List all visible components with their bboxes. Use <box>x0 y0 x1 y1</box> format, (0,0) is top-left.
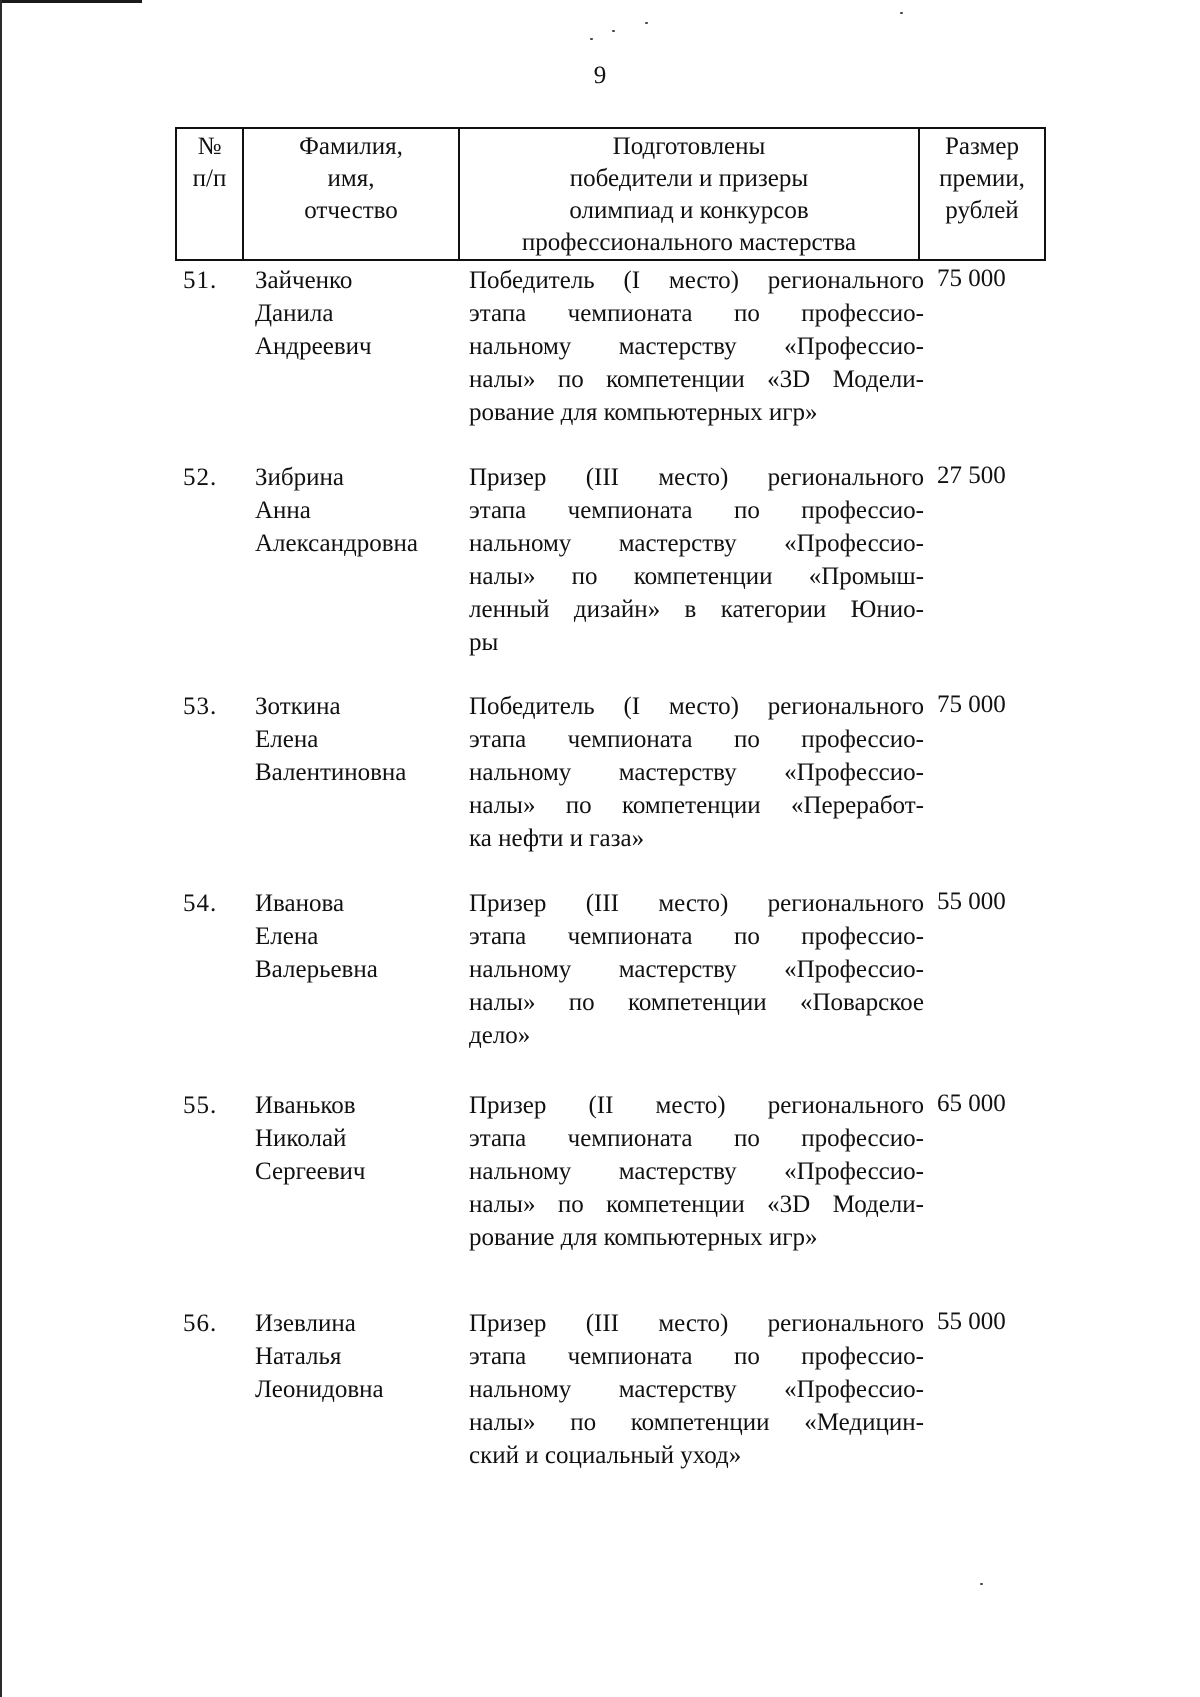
description-word: (III <box>585 464 620 491</box>
scan-speck <box>590 38 593 40</box>
page-number: 9 <box>593 62 607 89</box>
description-word: налы» <box>469 1409 536 1436</box>
description-line <box>469 1122 924 1155</box>
description-word: Модели- <box>832 1191 924 1218</box>
header-prize-cell <box>918 129 1044 259</box>
description-word: Победитель <box>469 693 595 720</box>
description-word: по <box>733 1125 760 1152</box>
description-word: компетенции <box>606 1191 745 1218</box>
person-name <box>255 1307 455 1406</box>
name-line: Николай <box>255 1125 347 1152</box>
description-word: по <box>568 989 595 1016</box>
description-word: (I <box>623 693 641 720</box>
description-word: Победитель <box>469 267 595 294</box>
achievement-description <box>469 264 924 429</box>
description-line <box>469 756 924 789</box>
description-word: мастерству <box>618 956 737 983</box>
description-word: регионального <box>767 1310 924 1337</box>
scan-speck <box>645 22 648 24</box>
description-line <box>469 920 924 953</box>
description-word: место) <box>658 464 729 491</box>
scan-edge-top <box>0 0 142 3</box>
name-line: Анна <box>255 497 311 524</box>
description-line <box>469 1340 924 1373</box>
description-word: нальному <box>469 1158 572 1185</box>
prize-amount: 65 000 <box>937 1090 1006 1117</box>
description-line <box>469 1188 924 1221</box>
description-line: рование для компьютерных игр» <box>469 1224 818 1251</box>
description-line <box>469 1373 924 1406</box>
table-header <box>175 127 1046 261</box>
description-word: место) <box>658 890 729 917</box>
description-word: «Переработ- <box>790 792 924 819</box>
description-word: компетенции <box>630 1409 770 1436</box>
description-word: мастерству <box>618 1158 737 1185</box>
prize-amount: 75 000 <box>937 265 1006 292</box>
scan-speck <box>612 30 615 32</box>
description-word: компетенции <box>633 563 773 590</box>
achievement-description <box>469 1089 924 1254</box>
description-line <box>469 560 924 593</box>
description-word: нальному <box>469 333 572 360</box>
description-word: регионального <box>767 890 924 917</box>
description-word: этапа <box>469 300 527 327</box>
name-line: Зайченко <box>255 267 353 294</box>
name-line: Изевлина <box>255 1310 356 1337</box>
person-name <box>255 1089 455 1188</box>
prize-amount: 55 000 <box>937 1308 1006 1335</box>
description-word: по <box>733 923 760 950</box>
description-word: дизайн» <box>573 596 661 623</box>
description-word: профессио- <box>801 726 924 753</box>
name-line: Валентиновна <box>255 759 407 786</box>
scan-edge-left <box>0 0 2 1697</box>
row-number: 55. <box>183 1092 218 1119</box>
description-word: место) <box>668 693 739 720</box>
description-word: «Профессио- <box>784 1376 924 1403</box>
description-line <box>469 1089 924 1122</box>
name-line: Иванова <box>255 890 345 917</box>
description-word: нальному <box>469 759 572 786</box>
header-text: отчество <box>304 197 398 224</box>
description-word: регионального <box>767 267 924 294</box>
name-line: Данила <box>255 300 334 327</box>
description-word: (III <box>585 890 620 917</box>
header-text: победители и призеры <box>569 165 809 192</box>
name-line: Зоткина <box>255 693 341 720</box>
description-word: мастерству <box>618 759 737 786</box>
description-word: нальному <box>469 1376 572 1403</box>
description-line <box>469 1307 924 1340</box>
description-line <box>469 461 924 494</box>
description-line <box>469 986 924 1019</box>
description-line <box>469 723 924 756</box>
header-text: премии, <box>939 165 1025 192</box>
header-number-cell <box>177 129 242 259</box>
description-word: этапа <box>469 1343 527 1370</box>
description-line <box>469 690 924 723</box>
row-number: 51. <box>183 267 218 294</box>
description-word: регионального <box>767 464 924 491</box>
description-word: мастерству <box>618 333 737 360</box>
description-word: мастерству <box>618 1376 737 1403</box>
row-number: 53. <box>183 693 218 720</box>
description-word: «Промыш- <box>808 563 924 590</box>
description-word: регионального <box>767 1092 924 1119</box>
name-line: Зибрина <box>255 464 344 491</box>
name-line: Валерьевна <box>255 956 378 983</box>
description-word: компетенции <box>627 989 767 1016</box>
description-word: чемпионата <box>567 300 693 327</box>
description-line <box>469 1406 924 1439</box>
description-word: место) <box>668 267 739 294</box>
description-word: профессио- <box>801 923 924 950</box>
description-word: мастерству <box>618 530 737 557</box>
description-word: «Профессио- <box>784 1158 924 1185</box>
header-description-cell <box>458 129 918 259</box>
description-word: профессио- <box>801 300 924 327</box>
description-word: по <box>565 792 592 819</box>
header-text: п/п <box>192 165 227 192</box>
description-word: «Профессио- <box>784 333 924 360</box>
description-word: налы» <box>469 792 536 819</box>
description-word: Призер <box>469 1092 547 1119</box>
description-line: ский и социальный уход» <box>469 1442 742 1469</box>
description-word: по <box>733 726 760 753</box>
row-number: 54. <box>183 890 218 917</box>
name-line: Иваньков <box>255 1092 356 1119</box>
name-line: Елена <box>255 923 319 950</box>
description-word: чемпионата <box>567 1125 693 1152</box>
person-name <box>255 461 455 560</box>
description-word: этапа <box>469 497 527 524</box>
description-line <box>469 264 924 297</box>
description-word: по <box>733 1343 760 1370</box>
header-text: профессионального мастерства <box>521 229 857 256</box>
header-text: Фамилия, <box>299 133 403 160</box>
description-line: рование для компьютерных игр» <box>469 399 818 426</box>
description-word: по <box>557 366 584 393</box>
description-word: нальному <box>469 530 572 557</box>
row-number: 52. <box>183 464 218 491</box>
description-word: этапа <box>469 726 527 753</box>
prize-amount: 75 000 <box>937 691 1006 718</box>
description-word: «3D <box>767 1191 811 1218</box>
description-line <box>469 1155 924 1188</box>
name-line: Андреевич <box>255 333 372 360</box>
description-word: по <box>733 497 760 524</box>
description-word: по <box>557 1191 584 1218</box>
description-word: Призер <box>469 890 547 917</box>
description-word: по <box>733 300 760 327</box>
description-word: «Медицин- <box>804 1409 924 1436</box>
achievement-description <box>469 1307 924 1472</box>
header-text: олимпиад и конкурсов <box>569 197 809 224</box>
description-line: дело» <box>469 1022 531 1049</box>
description-word: компетенции <box>606 366 745 393</box>
description-word: профессио- <box>801 1343 924 1370</box>
prize-amount: 27 500 <box>937 462 1006 489</box>
description-word: нальному <box>469 956 572 983</box>
description-word: этапа <box>469 1125 527 1152</box>
name-line: Леонидовна <box>255 1376 384 1403</box>
description-word: место) <box>655 1092 726 1119</box>
description-line <box>469 887 924 920</box>
row-number: 56. <box>183 1310 218 1337</box>
description-word: по <box>570 1409 597 1436</box>
description-word: «Профессио- <box>784 956 924 983</box>
description-line <box>469 593 924 626</box>
description-word: налы» <box>469 563 536 590</box>
header-name-cell <box>242 129 458 259</box>
description-line <box>469 297 924 330</box>
description-word: компетенции <box>621 792 761 819</box>
description-word: (III <box>585 1310 620 1337</box>
header-text: Размер <box>945 133 1019 160</box>
description-word: профессио- <box>801 497 924 524</box>
description-word: (II <box>588 1092 614 1119</box>
description-word: «Профессио- <box>784 759 924 786</box>
description-line <box>469 527 924 560</box>
description-word: этапа <box>469 923 527 950</box>
prize-amount: 55 000 <box>937 888 1006 915</box>
description-word: Призер <box>469 464 547 491</box>
description-word: (I <box>623 267 641 294</box>
scan-speck <box>900 12 903 14</box>
header-text: Подготовлены <box>612 133 766 160</box>
name-line: Александровна <box>255 530 419 557</box>
name-line: Наталья <box>255 1343 342 1370</box>
achievement-description <box>469 461 924 659</box>
description-word: место) <box>658 1310 729 1337</box>
header-text: имя, <box>327 165 375 192</box>
description-word: ленный <box>469 596 550 623</box>
description-word: налы» <box>469 366 536 393</box>
achievement-description <box>469 887 924 1052</box>
description-word: налы» <box>469 989 536 1016</box>
description-line <box>469 363 924 396</box>
name-line: Елена <box>255 726 319 753</box>
description-word: «3D <box>767 366 811 393</box>
description-word: профессио- <box>801 1125 924 1152</box>
description-line <box>469 953 924 986</box>
description-word: чемпионата <box>567 726 693 753</box>
description-word: в <box>684 596 697 623</box>
description-line: ка нефти и газа» <box>469 825 645 852</box>
description-line <box>469 494 924 527</box>
description-word: Модели- <box>832 366 924 393</box>
description-word: «Поварское <box>799 989 924 1016</box>
description-word: Призер <box>469 1310 547 1337</box>
description-word: по <box>571 563 598 590</box>
person-name <box>255 887 455 986</box>
header-text: рублей <box>945 197 1019 224</box>
description-line <box>469 789 924 822</box>
description-word: чемпионата <box>567 1343 693 1370</box>
description-word: регионального <box>767 693 924 720</box>
description-word: «Профессио- <box>784 530 924 557</box>
scan-speck <box>980 1583 983 1585</box>
header-text: № <box>197 133 222 160</box>
description-word: категории <box>720 596 827 623</box>
description-word: налы» <box>469 1191 536 1218</box>
description-word: чемпионата <box>567 923 693 950</box>
description-word: Юнио- <box>850 596 924 623</box>
description-line: ры <box>469 629 499 656</box>
achievement-description <box>469 690 924 855</box>
person-name <box>255 690 455 789</box>
description-line <box>469 330 924 363</box>
person-name <box>255 264 455 363</box>
name-line: Сергеевич <box>255 1158 366 1185</box>
description-word: чемпионата <box>567 497 693 524</box>
